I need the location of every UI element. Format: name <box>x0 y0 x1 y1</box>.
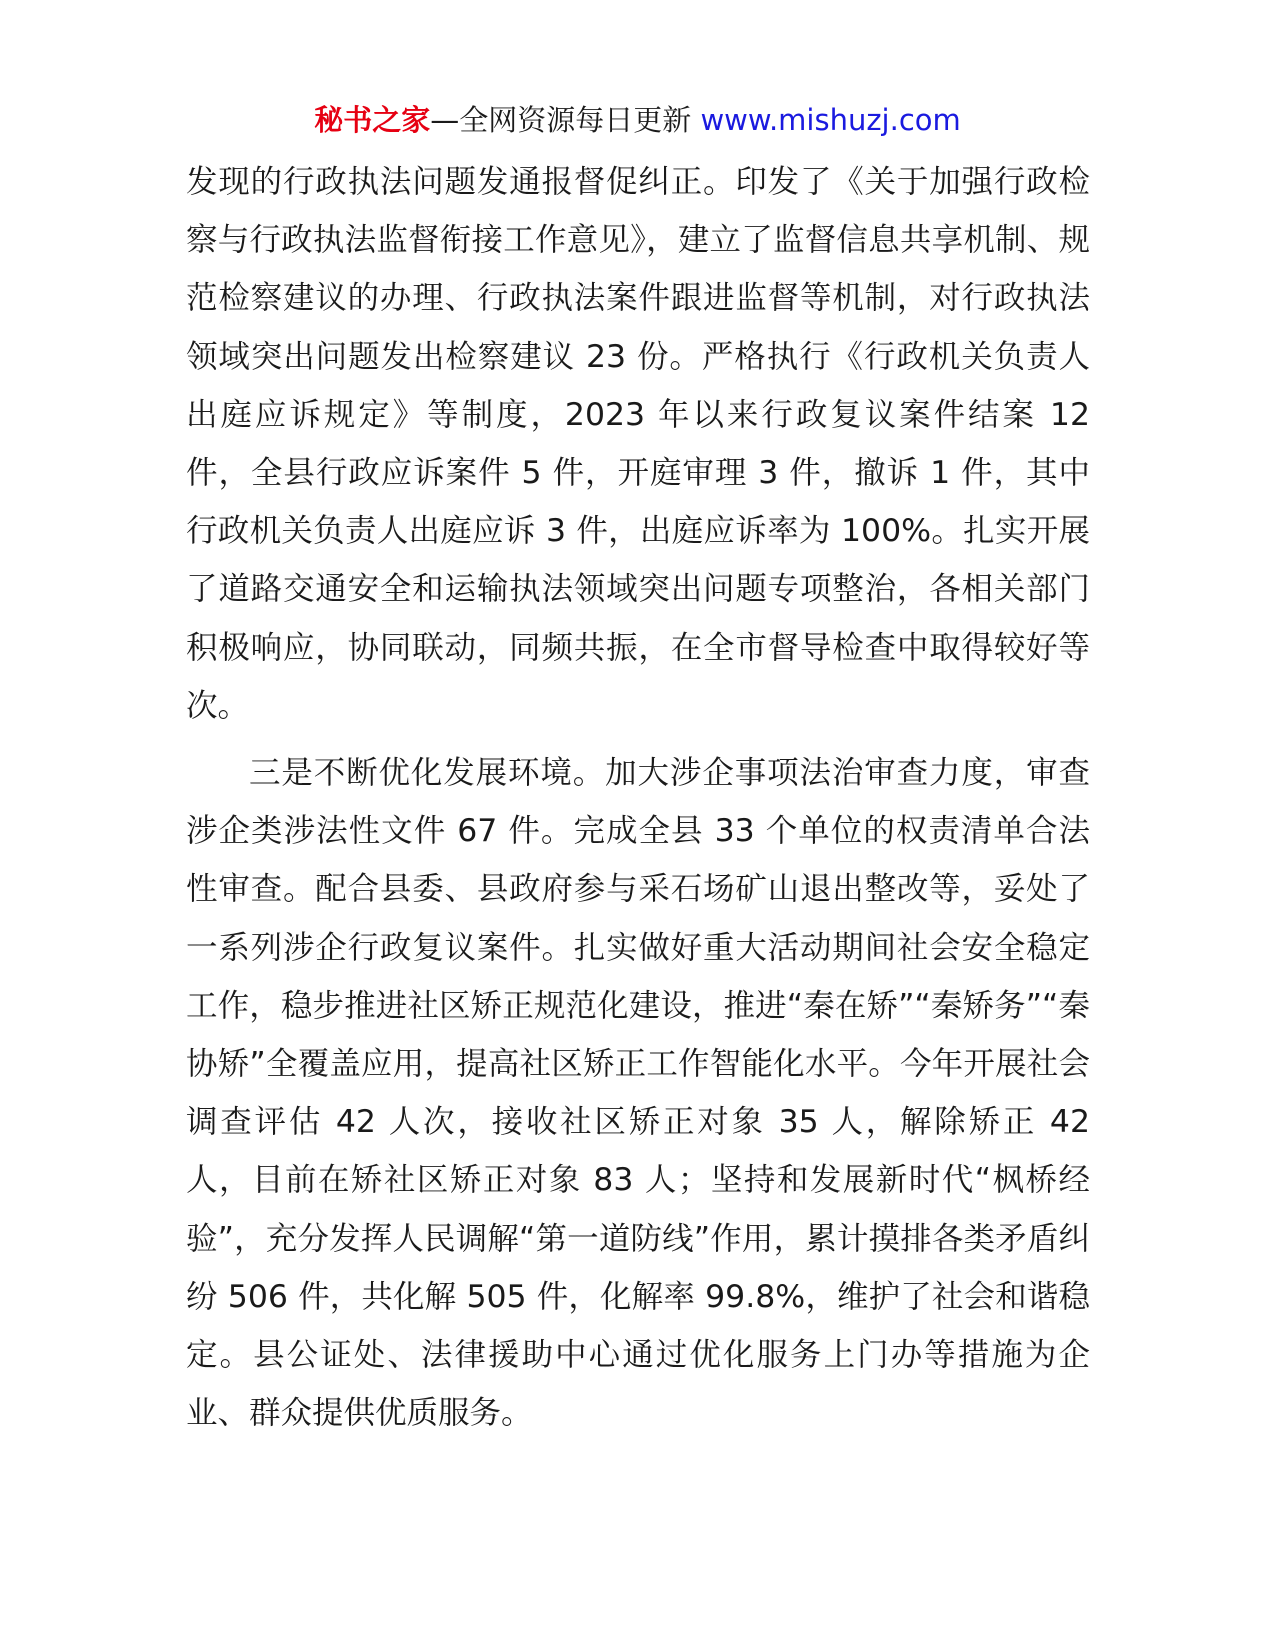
website-url[interactable]: www.mishuzj.com <box>700 103 961 137</box>
paragraph-continued: 发现的行政执法问题发通报督促纠正。印发了《关于加强行政检察与行政执法监督衔接工作意见》，建立了监督信息共享机制、规范检察建议的办理、行政执法案件跟进监督等机制，对行政执法领域突出问题发出检察建议 23 份。严格执行《行政机关负责人出庭应诉规定》等制度，2023 年以来行政复议案件结案 12 件，全县行政应诉案件 5 件，开庭审理 3 件，撤诉 1 件，其中行政机关负责人出庭应诉 3 件，出庭应诉率为 100%。扎实开展了道路交通安全和运输执法领域突出问题专项整治，各相关部门积极响应，协同联动，同频共振，在全市督导检查中取得较好等次。 <box>186 164 1090 724</box>
paragraph-optimize-environment: 三是不断优化发展环境。加大涉企事项法治审查力度，审查涉企类涉法性文件 67 件。完成全县 33 个单位的权责清单合法性审查。配合县委、县政府参与采石场矿山退出整改等，妥处了一系列涉企行政复议案件。扎实做好重大活动期间社会安全稳定工作，稳步推进社区矫正规范化建设，推进“秦在矫”“秦矫务”“秦协矫”全覆盖应用，提高社区矫正工作智能化水平。今年开展社会调查评估 42 人次，接收社区矫正对象 35 人，解除矫正 42 人，目前在矫社区矫正对象 83 人；坚持和发展新时代“枫桥经验”，充分发挥人民调解“第一道防线”作用，累计摸排各类矛盾纠纷 506 件，共化解 505 件，化解率 99.8%，维护了社会和谐稳定。县公证处、法律援助中心通过优化服务上门办等措施为企业、群众提供优质服务。 <box>186 755 1090 1432</box>
document-body <box>186 153 1090 1442</box>
header-slogan: —全网资源每日更新 <box>430 103 692 137</box>
brand-name: 秘书之家 <box>314 103 431 137</box>
page-header <box>0 100 1275 140</box>
